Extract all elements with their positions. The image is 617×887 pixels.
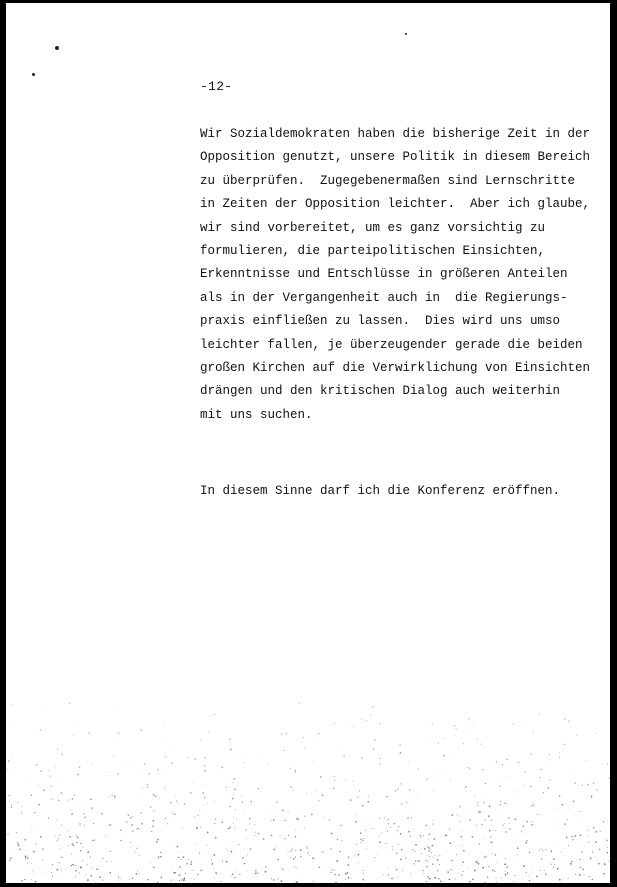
scan-speck <box>55 46 59 50</box>
paragraph-line: mit uns suchen. <box>200 407 313 422</box>
paragraph-line: Erkenntnisse und Entschlüsse in größeren Anteilen <box>200 267 568 282</box>
paragraph-line: Wir Sozialdemokraten haben die bisherige Zeit in der <box>200 127 591 141</box>
paragraph-line: drängen und den kritischen Dialog auch weiterhin <box>200 384 561 399</box>
paragraph-line: wir sind vorbereitet, um es ganz vorsichtig zu <box>200 220 546 235</box>
scan-speck <box>405 33 407 35</box>
paragraph-line: praxis einfließen zu lassen. Dies wird uns umso <box>200 314 561 329</box>
page-number: -12- <box>200 79 233 94</box>
paragraph-line: leichter fallen, je überzeugender gerade die beiden <box>200 337 583 352</box>
paragraph-line: Opposition genutzt, unsere Politik in diesem Bereich <box>200 150 591 165</box>
paragraph-line: in Zeiten der Opposition leichter. Aber ich glaube, <box>200 197 591 212</box>
body-paragraph <box>200 123 600 427</box>
paragraph-line: formulieren, die parteipolitischen Einsichten, <box>200 243 546 258</box>
paragraph-line: großen Kirchen auf die Verwirklichung von Einsichten <box>200 360 591 375</box>
paragraph-line: als in der Vergangenheit auch in die Regierungs- <box>200 290 568 305</box>
scan-speck <box>32 73 35 76</box>
closing-sentence: In diesem Sinne darf ich die Konferenz eröffnen. <box>200 484 561 498</box>
scan-noise <box>6 693 610 883</box>
paragraph-line: zu überprüfen. Zugegebenermaßen sind Lernschritte <box>200 173 576 188</box>
document-page <box>6 3 610 883</box>
